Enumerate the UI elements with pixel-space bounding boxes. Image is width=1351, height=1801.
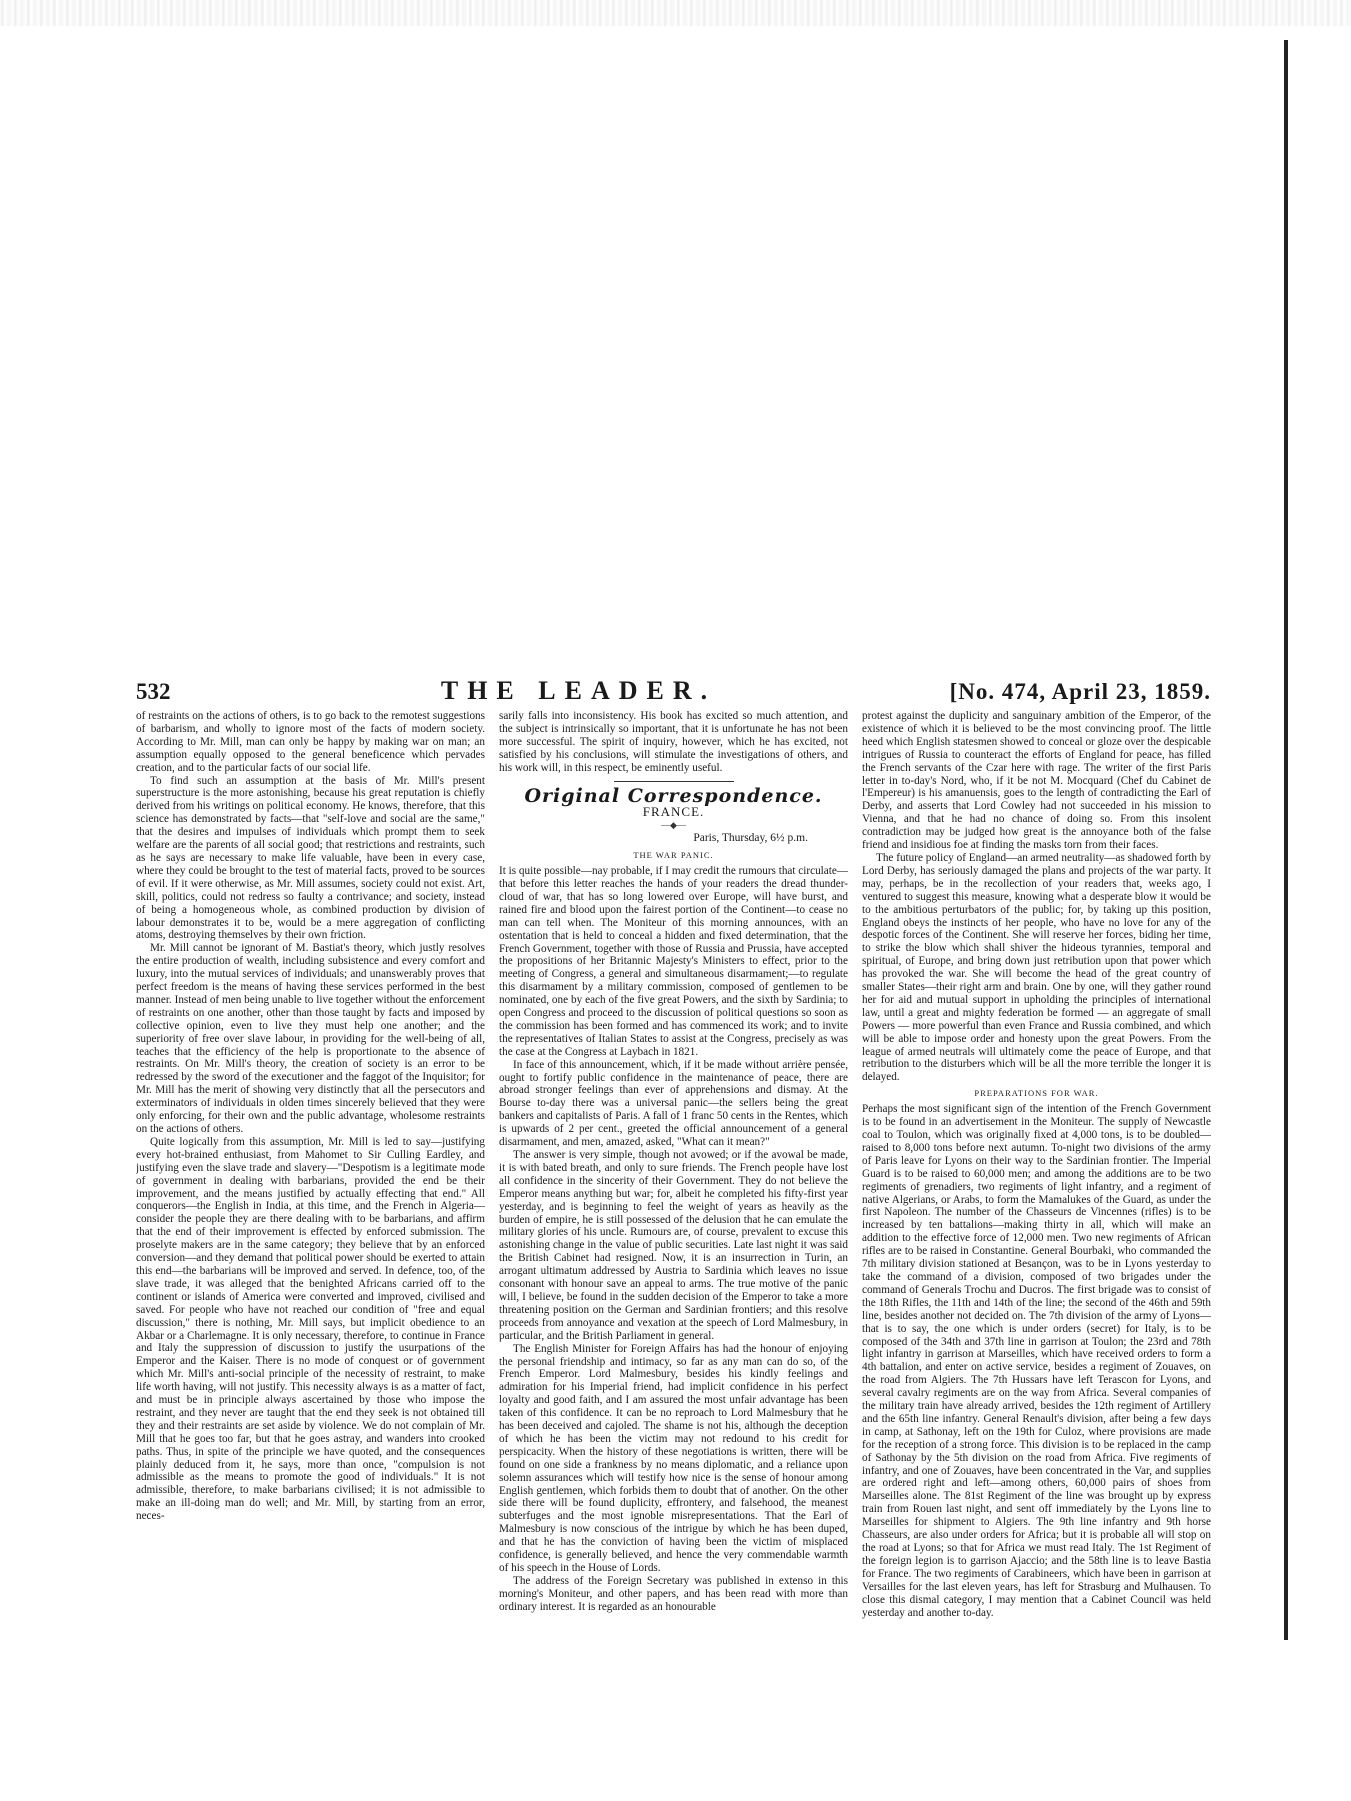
column-1: [136, 710, 485, 1750]
paragraph: The address of the Foreign Secretary was published in extenso in this morning's Moniteur, and other papers, and has been read with more than ordinary interest. It is regarded as an honourable: [499, 1574, 848, 1613]
column-2: [499, 710, 848, 1750]
paragraph: The English Minister for Foreign Affairs has had the honour of enjoying the personal friendship and intimacy, so far as any man can do so, of the French Emperor. Lord Malmesbury, besides his kindly feelings and admiration for his Imperial friend, had implicit confidence in his perfect loyalty and good faith, and I am assured the most unfair advantage has been taken of this confidence. It can be no reproach to Lord Malmesbury that he has been deceived and cajoled. The shame is not his, although the deception of which he has been the victim may not redound to his credit for perspicacity. When the history of these negotiations is written, there will be found on one side a frankness by no means diplomatic, and a reliance upon solemn assurances which will testify how nice is the sense of honour among English gentlemen, which forbids them to doubt that of another. On the other side there will be found duplicity, effrontery, and falsehood, the meanest subterfuges and the most ignoble misrepresentations. That the Earl of Malmesbury is now conscious of the intrigue by which he has been duped, and that he has the conviction of having been the victim of misplaced confidence, is generally believed, and hence the very commendable warmth of his speech in the House of Lords.: [499, 1342, 848, 1574]
paragraph: The answer is very simple, though not avowed; or if the avowal be made, it is with bated breath, and only to sure friends. The French people have lost all confidence in the sincerity of their Government. They do not believe the Emperor means anything but war; for, albeit he completed his fifty-first year yesterday, and is beginning to feel the weight of years as heavily as the burden of empire, he is still possessed of the delusion that he can emulate the military glories of his uncle. Rumours are, of course, prevalent to excuse this astonishing change in the value of public securities. Late last night it was said the British Cabinet had resigned. Now, it is an insurrection in Turin, an arrogant ultimatum addressed by Austria to Sardinia which leaves no issue consonant with honour save an appeal to arms. The true motive of the panic will, I believe, be found in the sudden decision of the Emperor to take a more threatening position on the German and Sardinian frontiers; and this resolve proceeds from annoyance and vexation at the speech of Lord Malmesbury, in particular, and the British Parliament in general.: [499, 1149, 848, 1342]
section-heading: Original Correspondence.: [524, 784, 823, 807]
section-divider: [614, 781, 734, 782]
newspaper-page: [136, 676, 1211, 1750]
columns: [136, 710, 1211, 1750]
newspaper-title: THE LEADER.: [440, 676, 717, 705]
paragraph: In face of this announcement, which, if it be made without arrière pensée, ought to fortify public confidence in the maintenance of peace, there are abroad stronger feelings than ever of apprehensions and dismay. At the Bourse to-day there was a universal panic—the sellers being the great bankers and capitalists of Paris. A fall of 1 franc 50 cents in the Rentes, which is upwards of 2 per cent., greeted the official announcement of a general disarmament, and men, amazed, asked, "What can it mean?": [499, 1058, 848, 1149]
scan-edge: [0, 0, 1351, 26]
issue-date: [No. 474, April 23, 1859.: [949, 679, 1211, 704]
subheading: THE WAR PANIC.: [633, 850, 714, 861]
paragraph: protest against the duplicity and sanguinary ambition of the Emperor, of the existence of which it is believed to be the most convincing proof. The little heed which English statesmen showed to conceal or gloze over the despicable intrigues of Russia to counteract the efforts of England for peace, has filled the French servants of the Czar here with rage. The writer of the first Paris letter in to-day's Nord, who, if it be not M. Mocquard (Chef du Cabinet de l'Empereur) is his amanuensis, goes to the length of contradicting the Earl of Derby, and asserts that Lord Cowley had not succeeded in his mission to Vienna, and that he had no chance of doing so. From this insolent contradiction may be judged how great is the annoyance both of the false friend and insidious foe at finding the masks torn from their faces.: [862, 710, 1211, 852]
subheading: PREPARATIONS FOR WAR.: [974, 1088, 1099, 1099]
page-number: 532: [136, 679, 171, 704]
paragraph: Quite logically from this assumption, Mr. Mill is led to say—justifying every hot-brained enthusiast, from Mahomet to Sir Culling Eardley, and justifying even the slave trade and slavery—"Despotism is a legitimate mode of government in dealing with barbarians, provided the end be their improvement, and the means justified by actually effecting that end." All conquerors—the English in India, at this time, and the French in Algeria—consider the people they are there dealing with to be barbarians, and affirm that the end of their improvement is effected by enforced submission. The proselyte makers are in the same category; they believe that by an enforced conversion—and they demand that political power should be exerted to attain this end—the barbarians will be improved and served. In defence, too, of the slave trade, it was alleged that the benighted Africans carried off to the continent or islands of America were converted and improved, civilised and saved. For people who have not reached our condition of "free and equal discussion," there is nothing, Mr. Mill says, but implicit obedience to an Akbar or a Charlemagne. It is only necessary, therefore, to continue in France and Italy the suppression of discussion to justify the usurpations of the Emperor and the Kaiser. There is no mode of conquest or of government which Mr. Mill's anti-social principle of the necessity of restraint, to make life worth having, will not justify. This necessity always is as a matter of fact, and must be in principle always ascertained by those who impose the restraint, and they never are taught that the end they seek is not obtained till they and their restraints are set aside by violence. We do not complain of Mr. Mill that he goes too far, but that he goes astray, and wanders into crooked paths. Thus, in spite of the principle we have quoted, and the consequences plainly deduced from it, he says, more than once, "compulsion is not admissible as the means to promote the good of individuals." It is not admissible, therefore, to make barbarians civilised; it is not admissible to make an ill-doing man do well; and Mr. Mill, by starting from an error, neces-: [136, 1135, 485, 1523]
paragraph: The future policy of England—an armed neutrality—as shadowed forth by Lord Derby, has seriously damaged the plans and projects of the war party. It may, perhaps, be in the recollection of your readers that, weeks ago, I ventured to suggest this measure, knowing what a desperate blow it would be to the ambitious perturbators of the public; for, by taking up this position, England obeys the instincts of her people, who have no love for any of the despotic forces of the Continent. She will reserve her forces, biding her time, to strike the blow which shall shiver the hideous tyrannies, temporal and spiritual, of Europe, and bring down just retribution upon that power which has provoked the war. She will become the head of the great country of smaller States—their right arm and brain. One by one, will they gather round her for aid and mutual support in upholding the principles of international law, until a great and mighty federation be formed — an aggregate of small Powers — more powerful than even France and Russia combined, and which will be able to impose order and honesty upon the great Powers. From the league of armed neutrals will ultimately come the peace of Europe, and that retribution to the disturbers which will be all the more terrible the longer it is delayed.: [862, 851, 1211, 1084]
dateline: Paris, Thursday, 6½ p.m.: [693, 832, 808, 845]
column-3: [862, 710, 1211, 1750]
country-heading: FRANCE.: [642, 804, 705, 820]
paragraph: Mr. Mill cannot be ignorant of M. Bastiat's theory, which justly resolves the entire production of wealth, including subsistence and every comfort and luxury, into the mutual services of individuals; and unanswerably proves that perfect freedom is the means of having these services performed in the best manner. Instead of men being unable to live together without the enforcement of restraints on one another, other than those taught by facts and imposed by collective opinion, even to live they must help one another; and the superiority of free over slave labour, in providing for the well-being of all, teaches that the efficiency of the help is proportionate to the absence of restraints. On Mr. Mill's theory, the creation of society is an error to be redressed by the sword of the executioner and the faggot of the Inquisitor; for Mr. Mill has the merit of showing very distinctly that all the persecutors and exterminators of individuals in olden times sincerely believed that they were only enforcing, for their own and the public advantage, wholesome restraints on the actions of others.: [136, 942, 485, 1135]
masthead: [136, 676, 1211, 706]
paragraph: sarily falls into inconsistency. His book has excited so much attention, and the subject is intrinsically so important, that it is unfortunate he has not been more successful. The spirit of inquiry, however, which he has excited, not satisfied by his conclusions, will stimulate the investigations of others, and his work will, in this respect, be eminently useful.: [499, 710, 848, 774]
page-edge-rule: [1284, 40, 1288, 1640]
paragraph: To find such an assumption at the basis of Mr. Mill's present superstructure is the more astonishing, because his great reputation is chiefly derived from his writings on political economy. He knows, therefore, that this science has demonstrated by facts—that "self-love and social are the same," that the desires and impulses of individuals which prompt them to seek welfare are the parents of all social good; that restrictions and restraints, such as he says are necessary to make life valuable, have been in every case, where they could be brought to the test of material facts, proved to be sources of evil. If it were otherwise, as Mr. Mill assumes, society could not exist. Art, skill, politics, could not redress so faulty a contrivance; and society, instead of being a homogeneous whole, as combined production by division of labour demonstrates it to be, would be a mere aggregation of conflicting atoms, destroying themselves by their own friction.: [136, 774, 485, 942]
paragraph: It is quite possible—nay probable, if I may credit the rumours that circulate—that before this letter reaches the hands of your readers the dread thunder-cloud of war, that has so long lowered over Europe, will have burst, and rained fire and blood upon the fairest portion of the Continent—to cease no man can tell when. The Moniteur of this morning announces, with an ostentation that is held to conceal a hidden and fixed determination, that the French Government, together with those of Russia and Prussia, have accepted the propositions of her Britannic Majesty's Ministers to effect, prior to the meeting of Congress, a general and simultaneous disarmament;—to regulate this disarmament by a military commission, composed of gentlemen to be nominated, one by each of the five great Powers, and the sixth by Sardinia; to open Congress and proceed to the discussion of political questions so soon as the commission has been formed and has commenced its work; and to invite the representatives of Italian States to assist at the Congress, precisely as was the case at the Congress at Laybach in 1821.: [499, 865, 848, 1058]
paragraph: of restraints on the actions of others, is to go back to the remotest suggestions of barbarism, and wholly to ignore most of the facts of modern society. According to Mr. Mill, man can only be happy by making war on man; an assumption equally opposed to the general beneficence which pervades creation, and to the particular facts of our social life.: [136, 710, 485, 774]
ornament-rule: —◆—: [661, 820, 686, 831]
paragraph: Perhaps the most significant sign of the intention of the French Government is to be found in an advertisement in the Moniteur. The supply of Newcastle coal to Toulon, which was originally fixed at 4,000 tons, is to be doubled—raised to 8,000 tons before next autumn. To-night two divisions of the army of Paris leave for Lyons on their way to the Sardinian frontier. The Imperial Guard is to be raised to 60,000 men; and among the additions are to be two regiments of grenadiers, two regiments of light infantry, and a regiment of native Algerians, or Arabs, to form the Mamalukes of the Guard, as under the first Napoleon. The number of the Chasseurs de Vincennes (rifles) is to be increased by ten battalions—making thirty in all, which will make an addition to the effective force of 12,000 men. Two new regiments of African rifles are to be raised in Constantine. General Bourbaki, who commanded the 7th military division stationed at Besançon, was to be in Lyons yesterday to take the command of a division, composed of two brigades under the command of Generals Trochu and Ducros. The first brigade was to consist of the 18th Rifles, the 11th and 14th of the line; the second of the 46th and 59th line, besides another not decided on. The 7th division of the army of Lyons—that is to say, the one which is under orders (secret) for Italy, is to be composed of the 34th and 37th line in garrison at Toulon; the 23rd and 78th light infantry in garrison at Marseilles, which have received orders to form a 4th battalion, and enter on active service, besides a regiment of Zouaves, on the road from Algiers. The 7th Hussars have left Terascon for Lyons, and several cavalry regiments are on the way from Africa. Several companies of the military train have already arrived, besides the 12th regiment of Artillery and the 65th line infantry. General Renault's division, after being a few days in camp, at Sathonay, left on the 19th for Culoz, where provisions are made for the reception of a strong force. This division is to be replaced in the camp of Sathonay by the 5th division on the road from Africa. Five regiments of infantry, and one of Zouaves, have been concentrated in the Var, and supplies are ordered right and left—among others, 60,000 pairs of shoes from Marseilles alone. The 81st Regiment of the line was brought up by express train from Rouen last night, and sent off immediately by the Lyons line to Marseilles for shipment to Algiers. The 9th line infantry and 9th horse Chasseurs, are also under orders for Africa; but it is probable all will stop on the road at Lyons; so that for Africa we must read Italy. The 1st Regiment of the foreign legion is to garrison Ajaccio; and the 58th line is to leave Bastia for France. The two regiments of Carabineers, which have been in garrison at Versailles for the last eleven years, has left for Strasburg and Mulhausen. To close this dismal category, I may mention that a Cabinet Council was held yesterday and another to-day.: [862, 1103, 1211, 1619]
